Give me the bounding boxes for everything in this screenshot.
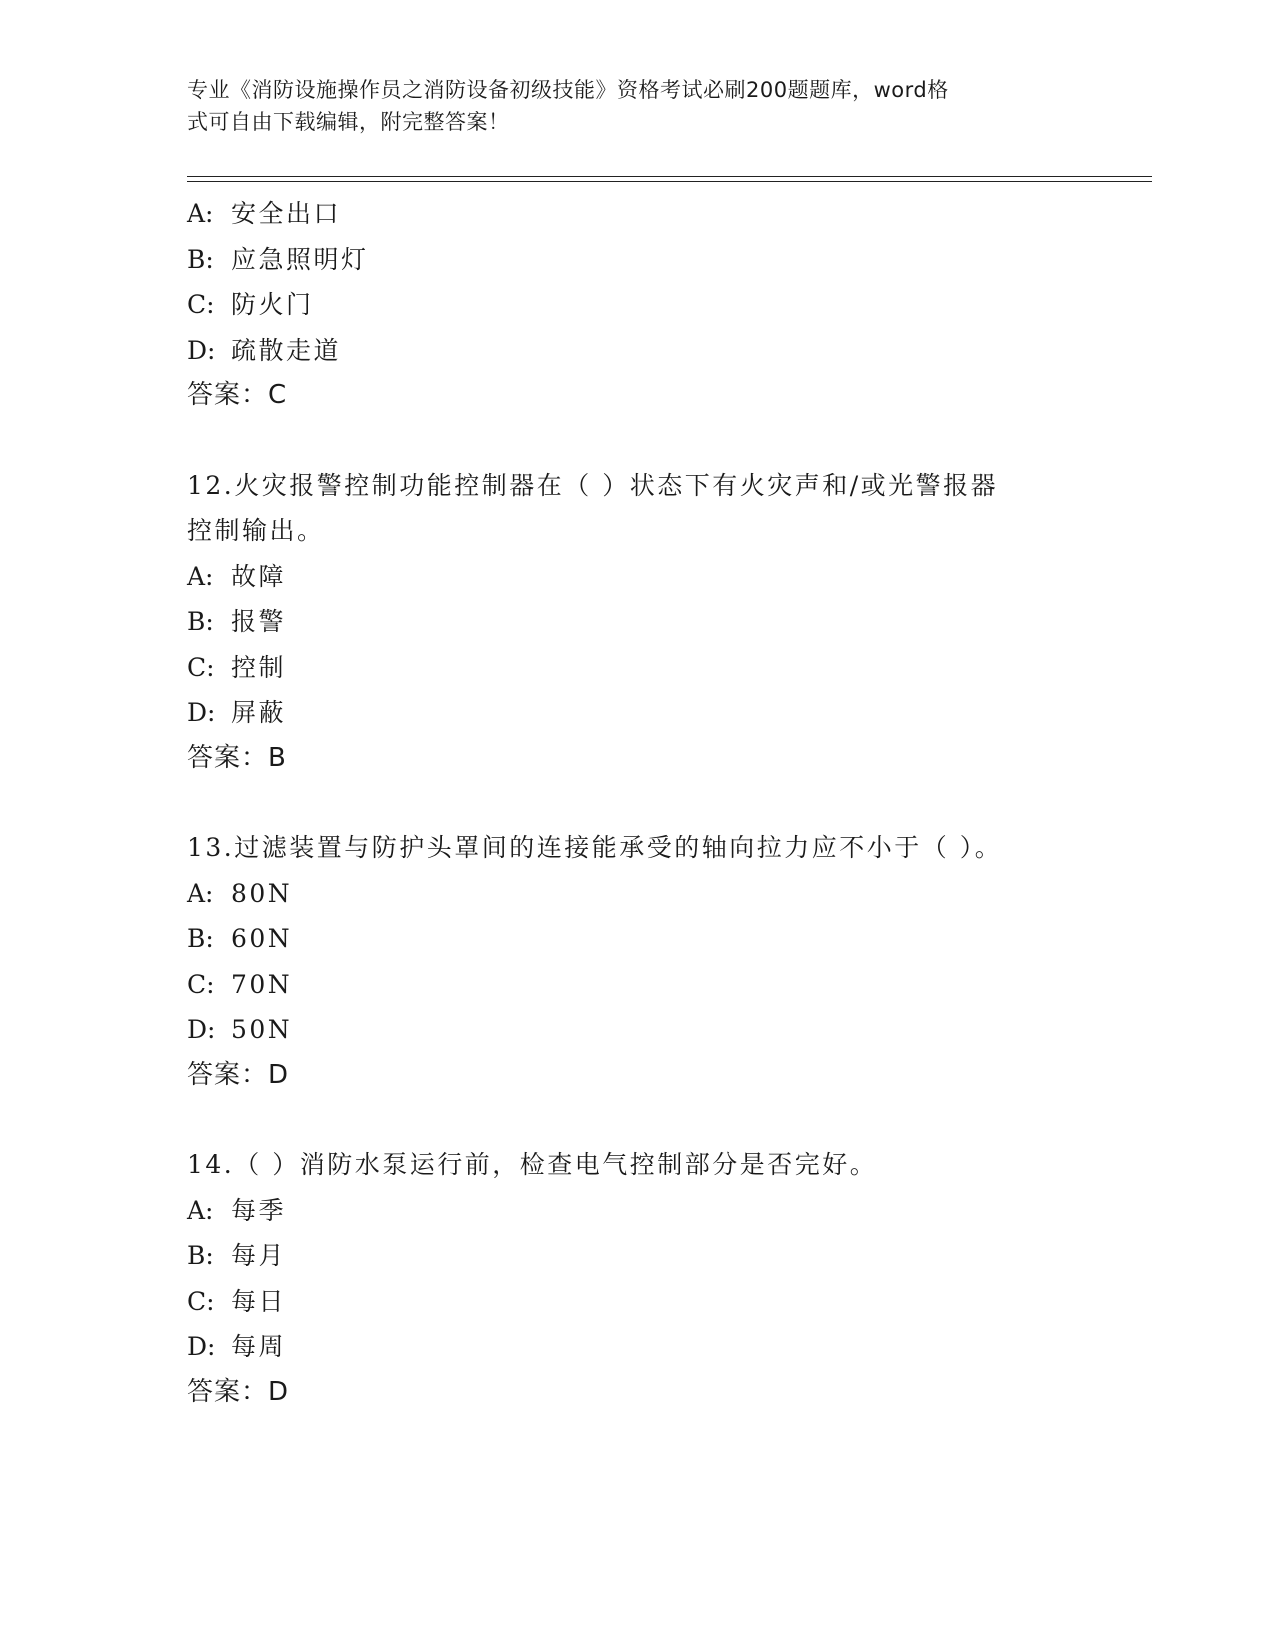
- spacer: [187, 419, 1087, 463]
- option-a: [187, 191, 1087, 237]
- answer-line: 答案：D: [187, 1059, 290, 1090]
- option-text: 应急照明灯: [231, 244, 369, 274]
- option-d: [187, 1007, 1087, 1053]
- question-stem-line: 12.火灾报警控制功能控制器在（ ）状态下有火灾声和/或光警报器: [187, 470, 999, 500]
- option-key: D:: [187, 335, 216, 365]
- header-divider-bottom: [187, 181, 1152, 182]
- answer-line: 答案：B: [187, 742, 287, 773]
- option-key: B:: [187, 924, 214, 953]
- option-d: [187, 328, 1087, 374]
- header-line-2: 式可自由下载编辑，附完整答案！: [187, 110, 510, 134]
- option-key: C:: [187, 290, 215, 319]
- option-key: A:: [187, 1195, 214, 1225]
- option-a: [187, 554, 1087, 600]
- option-b: [187, 916, 1087, 962]
- option-c: [187, 962, 1087, 1008]
- question-14: [187, 1142, 1087, 1415]
- option-text: 屏蔽: [231, 698, 287, 727]
- option-key: B:: [187, 607, 214, 636]
- option-text: 60N: [231, 924, 293, 953]
- option-text: 安全出口: [231, 199, 342, 228]
- option-d: [187, 1324, 1087, 1370]
- question-11-continued: [187, 191, 1087, 419]
- option-a: [187, 871, 1087, 917]
- option-text: 每月: [231, 1241, 287, 1270]
- option-c: [187, 645, 1087, 691]
- question-list: [187, 191, 1087, 1415]
- option-key: B:: [187, 244, 214, 274]
- spacer: [187, 781, 1087, 825]
- option-d: [187, 690, 1087, 736]
- option-key: C:: [187, 652, 215, 682]
- option-b: [187, 237, 1087, 283]
- option-c: [187, 282, 1087, 328]
- question-stem-line: 13.过滤装置与防护头罩间的连接能承受的轴向拉力应不小于（ ）。: [187, 833, 1003, 862]
- option-b: [187, 1233, 1087, 1279]
- spacer: [187, 1098, 1087, 1142]
- option-text: 疏散走道: [231, 335, 342, 365]
- option-text: 80N: [231, 878, 293, 908]
- option-key: A:: [187, 199, 214, 228]
- question-stem-line: 控制输出。: [187, 516, 325, 545]
- option-key: A:: [187, 561, 214, 591]
- option-key: C:: [187, 969, 215, 999]
- header-line-1: 专业《消防设施操作员之消防设备初级技能》资格考试必刷200题题库，word格: [187, 78, 949, 102]
- answer-line: 答案：D: [187, 1376, 290, 1407]
- option-text: 每周: [231, 1332, 287, 1361]
- option-text: 故障: [231, 561, 287, 591]
- option-text: 防火门: [231, 290, 314, 319]
- option-key: D:: [187, 698, 216, 727]
- option-key: B:: [187, 1241, 214, 1270]
- option-text: 70N: [231, 969, 293, 999]
- option-key: D:: [187, 1015, 216, 1044]
- option-c: [187, 1279, 1087, 1325]
- option-text: 50N: [231, 1015, 293, 1044]
- option-b: [187, 599, 1087, 645]
- option-a: [187, 1188, 1087, 1234]
- option-key: C:: [187, 1286, 215, 1316]
- option-text: 每季: [231, 1195, 287, 1225]
- option-text: 报警: [231, 607, 287, 636]
- question-12: [187, 463, 1087, 782]
- option-text: 控制: [231, 652, 287, 682]
- header-divider-top: [187, 176, 1152, 177]
- option-key: D:: [187, 1332, 216, 1361]
- option-key: A:: [187, 878, 214, 908]
- question-stem-line: 14.（ ）消防水泵运行前，检查电气控制部分是否完好。: [187, 1150, 878, 1179]
- answer-line: 答案：C: [187, 380, 288, 410]
- question-13: [187, 825, 1087, 1098]
- document-header: [187, 74, 1067, 138]
- option-text: 每日: [231, 1286, 287, 1316]
